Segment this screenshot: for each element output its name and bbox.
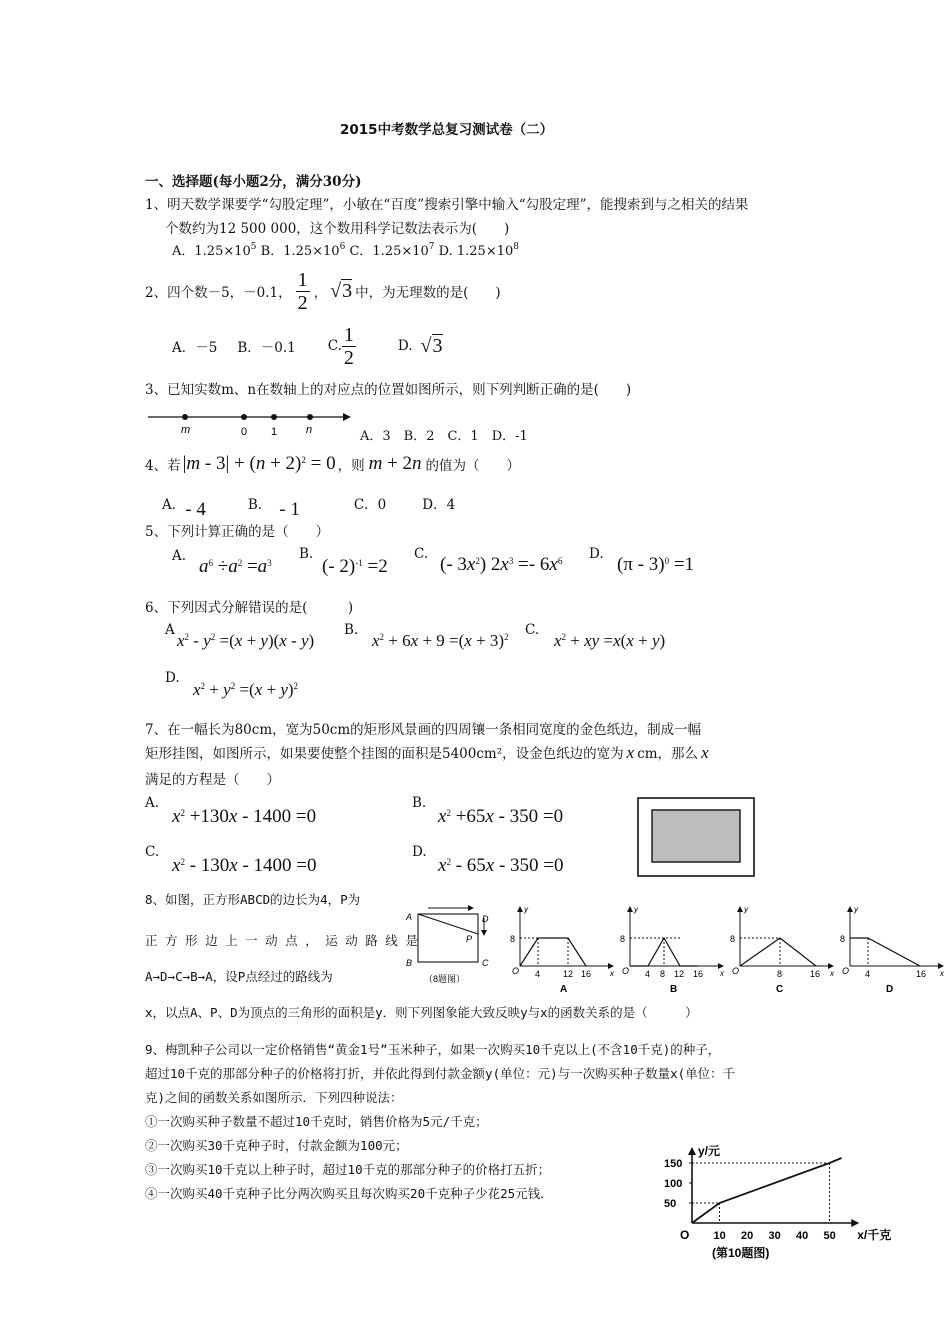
q7-opt-b: $x^2 +65x - 350 =0$ <box>438 806 564 827</box>
q7-opt-c: $x^2 - 130x - 1400 =0$ <box>172 855 317 876</box>
svg-text:16: 16 <box>581 969 592 979</box>
q7-line1: 7、在一幅长为80cm，宽为50cm的矩形风景画的四周镶一条相同宽度的金色纸边，制成一幅 <box>145 722 702 738</box>
q6-opt-a: $x^2 - y^2 =(x + y)(x - y)$ <box>177 631 315 650</box>
x-axis-arrow <box>851 1219 859 1227</box>
q6-opt-d-label: D. <box>165 670 180 686</box>
series-line <box>692 1163 830 1223</box>
svg-text:C: C <box>776 984 784 995</box>
q2-options: A．－5 B．－0.1 C. $\frac{1}{2}$ D. √3 <box>172 323 443 369</box>
q3-number-line <box>145 405 355 439</box>
q9-chart <box>650 1105 892 1265</box>
svg-text:C: C <box>482 958 489 968</box>
series-extension <box>830 1158 842 1163</box>
point-1 <box>271 414 277 420</box>
svg-text:4: 4 <box>865 969 871 979</box>
svg-text:12: 12 <box>563 969 574 979</box>
q7-line2: 矩形挂图，如图所示，如果要使整个挂图的面积是5400cm²，设金色纸边的宽为 x cm，那么 x <box>145 743 709 762</box>
svg-text:8: 8 <box>777 969 783 979</box>
q4-stem: 4、若 $|m - 3| + (n + 2)^2 = 0$ ，则 m + 2n 的值为（ ） <box>145 453 521 474</box>
q5-opt-d-label: D. <box>589 546 604 562</box>
svg-text:16: 16 <box>916 969 927 979</box>
q7-opt-c-label: C. <box>145 844 160 860</box>
q7-opt-d: $x^2 - 65x - 350 =0$ <box>438 855 564 876</box>
point-0 <box>241 414 247 420</box>
q9-statement-1: ①一次购买种子数量不超过10千克时，销售价格为5元/千克； <box>145 1114 488 1129</box>
q6-opt-d: $x^2 + y^2 =(x + y)^2$ <box>193 680 299 699</box>
svg-text:x: x <box>830 969 834 978</box>
q3-stem: 3、已知实数m、n在数轴上的对应点的位置如图所示，则下列判断正确的是( ) <box>145 382 632 398</box>
svg-text:16: 16 <box>693 969 704 979</box>
origin-label: O <box>680 1228 690 1242</box>
svg-text:D: D <box>482 914 489 924</box>
x-axis-label: x/千克 <box>857 1228 892 1242</box>
q5-opt-c: (- $3x^2$) $2x^3 =- 6x^6$ <box>440 554 563 575</box>
q5-opt-d: (π - 3)$^0$ =1 <box>617 554 695 575</box>
q8-graph-a <box>510 905 615 995</box>
svg-text:x: x <box>940 969 944 978</box>
svg-text:y: y <box>854 905 858 914</box>
q9-line1: 9、梅凯种子公司以一定价格销售“黄金1号”玉米种子，如果一次购买10千克以上(不含10千克)的种子， <box>145 1042 721 1057</box>
svg-text:y: y <box>634 905 638 914</box>
svg-text:8: 8 <box>620 934 626 944</box>
q9-line3: 克)之间的函数关系如图所示．下列四种说法： <box>145 1090 403 1105</box>
q5-opt-a: $a^6 \div a^2 =a^3$ <box>199 556 272 577</box>
label-n: n <box>306 424 313 436</box>
q6-stem: 6、下列因式分解错误的是( ) <box>145 600 354 616</box>
q7-opt-a-label: A. <box>145 795 160 811</box>
x-tick-label: 10 <box>713 1230 726 1242</box>
label-0: 0 <box>241 426 248 438</box>
q6-opt-b-label: B. <box>344 622 359 638</box>
y-tick-label: 100 <box>664 1178 683 1190</box>
svg-text:y: y <box>524 905 528 914</box>
q9-statement-2: ②一次购买30千克种子时，付款金额为100元； <box>145 1138 408 1153</box>
x-tick-label: 40 <box>796 1230 809 1242</box>
svg-text:4: 4 <box>645 969 651 979</box>
svg-text:x: x <box>720 969 724 978</box>
x-tick-label: 30 <box>768 1230 781 1242</box>
q6-opt-c: $x^2$ + xy =x(x + y) <box>554 631 666 650</box>
q2-fraction: $\frac{1}{2}$ <box>297 268 308 314</box>
q2-sqrt: √3 <box>330 279 353 302</box>
q8-line1: 8、如图，正方形ABCD的边长为4，P为 <box>145 892 361 907</box>
q2-stem: 2、四个数－5，－0.1， $\frac{1}{2}$ ， √3 中，为无理数的是( ) <box>145 268 501 314</box>
svg-text:16: 16 <box>810 969 821 979</box>
y-axis-label: y/元 <box>698 1144 721 1158</box>
svg-text:O: O <box>512 966 520 976</box>
y-axis-arrow <box>688 1147 696 1155</box>
svg-text:4: 4 <box>535 969 541 979</box>
page-title: 2015中考数学总复习测试卷（二） <box>340 122 554 138</box>
point-m <box>182 414 188 420</box>
q8-line4: x，以点A、P、D为顶点的三角形的面积是y．则下列图象能大致反映y与x的函数关系的是（ ） <box>145 1005 698 1020</box>
svg-text:y: y <box>744 905 748 914</box>
q8-line3: A→D→C→B→A，设P点经过的路线为 <box>145 969 333 984</box>
q1-line1: 1、明天数学课要学“勾股定理”，小敏在“百度”搜索引擎中输入“勾股定理”，能搜索到与之相关的结果 <box>145 197 749 213</box>
q5-stem: 5、下列计算正确的是（ ） <box>145 524 330 540</box>
q1-options: A．$1.25\times 10^5$ B．$1.25\times 10^6$ C．$1.25\times 10^7$ D. $1.25\times 10^8$ <box>172 242 520 259</box>
q9-line2: 超过10千克的那部分种子的价格将打折，并依此得到付款金额y(单位：元)与一次购买种子数量x(单位：千 <box>145 1066 736 1081</box>
y-tick-label: 150 <box>664 1158 683 1170</box>
q2-opt-d-sqrt: √3 <box>420 334 443 357</box>
svg-text:12: 12 <box>674 969 685 979</box>
q6-opt-c-label: C. <box>525 622 540 638</box>
q9-statement-3: ③一次购买10千克以上种子时，超过10千克的那部分种子的价格打五折； <box>145 1162 551 1177</box>
q5-opt-b: (- 2)$^{-1}$ =2 <box>322 556 388 577</box>
q8-graph-c <box>730 905 835 995</box>
svg-text:B: B <box>406 958 413 968</box>
label-1: 1 <box>271 426 278 438</box>
q9-statement-4: ④一次购买40千克种子比分两次购买且每次购买20千克种子少花25元钱． <box>145 1186 553 1201</box>
q4-equation: $|m - 3| + (n + 2)^2 = 0$ <box>182 453 336 474</box>
svg-text:8: 8 <box>730 934 736 944</box>
q5-opt-a-label: A. <box>172 548 187 564</box>
svg-text:A: A <box>406 912 413 922</box>
svg-text:P: P <box>466 934 473 944</box>
q8-figures <box>400 902 950 994</box>
q1-line2: 个数约为12 500 000，这个数用科学记数法表示为( ) <box>165 221 510 237</box>
q8-graph-d <box>840 905 945 995</box>
q5-opt-b-label: B. <box>299 546 314 562</box>
svg-text:D: D <box>886 984 894 995</box>
q5-opt-c-label: C. <box>414 546 429 562</box>
x-tick-label: 50 <box>823 1230 836 1242</box>
q8-line2: 正 方 形 边 上 一 动 点 ， 运 动 路 线 是 <box>145 933 418 948</box>
q4-expression: m + 2n <box>368 453 422 474</box>
svg-text:8: 8 <box>510 934 516 944</box>
x-tick-label: 20 <box>741 1230 754 1242</box>
label-m: m <box>181 424 191 436</box>
svg-text:x: x <box>610 969 614 978</box>
q6-opt-a-label: A <box>165 622 175 638</box>
svg-text:B: B <box>670 984 678 995</box>
q7-line3: 满足的方程是（ ） <box>145 772 280 788</box>
point-n <box>307 414 313 420</box>
q6-opt-b: $x^2 + 6x + 9 =(x + 3)^2$ <box>372 631 509 650</box>
svg-text:A: A <box>560 984 568 995</box>
q2-opt-c-fraction: $\frac{1}{2}$ <box>343 323 354 369</box>
q7-opt-a: $x^2 +130x - 1400 =0$ <box>172 806 317 827</box>
y-tick-label: 50 <box>664 1198 677 1210</box>
chart-caption: (第10题图) <box>712 1246 770 1260</box>
section-heading: 一、选择题(每小题2分，满分30分) <box>145 174 362 190</box>
q7-frame-figure <box>637 797 757 879</box>
svg-text:O: O <box>842 966 850 976</box>
q8-fig-caption: （8题图） <box>424 974 466 984</box>
svg-text:8: 8 <box>660 969 666 979</box>
svg-text:O: O <box>732 966 740 976</box>
q8-square-figure <box>405 905 489 984</box>
q7-opt-b-label: B. <box>412 795 427 811</box>
q4-options: A． - 4 B． - 1 C．0 D．4 <box>162 497 456 520</box>
svg-text:8: 8 <box>840 934 846 944</box>
q7-opt-d-label: D. <box>412 844 427 860</box>
svg-text:O: O <box>622 966 630 976</box>
q8-graph-b <box>620 905 725 995</box>
q3-options: A．3 B．2 C．1 D．-1 <box>360 429 528 444</box>
